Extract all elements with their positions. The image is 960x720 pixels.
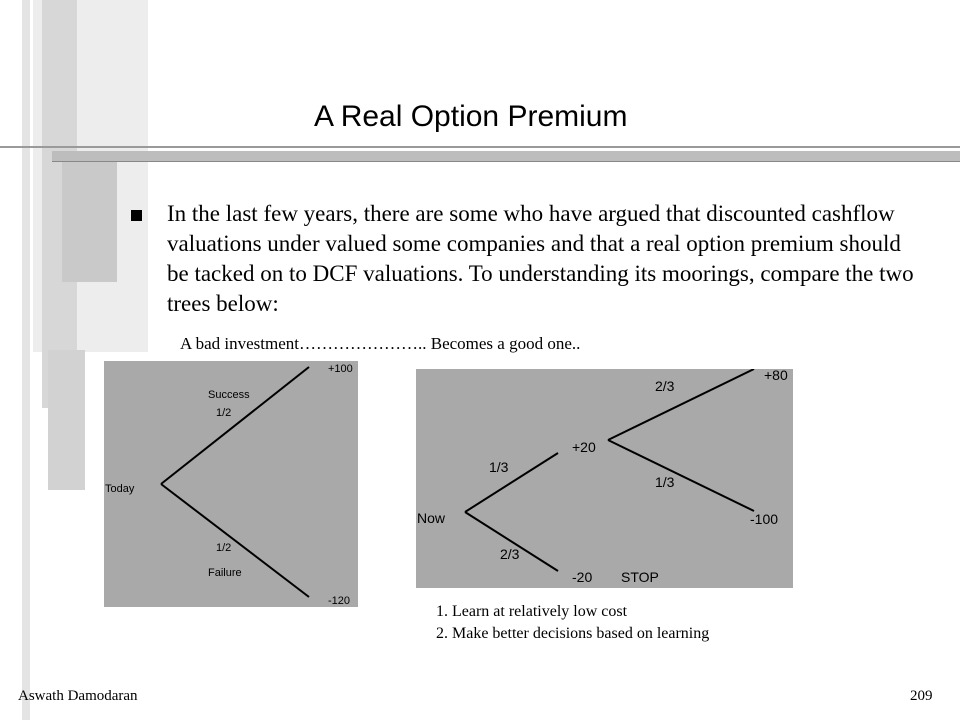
up-down-value: -100 (750, 511, 779, 527)
failure-value: -120 (328, 595, 351, 607)
failure-label: Failure (208, 567, 242, 579)
footer-author: Aswath Damodaran (18, 688, 138, 704)
down-value: -20 (572, 569, 593, 585)
decor-bar (22, 0, 30, 720)
title-rule (0, 146, 960, 148)
root-label: Today (105, 483, 135, 495)
learning-notes (436, 601, 709, 645)
bullet-text: In the last few years, there are some who have argued that discounted cashflow valuations under valued some companies and that a real option premium should be tacked on to DCF valuations. To understanding its moorings, compare the two trees below: (167, 201, 914, 316)
failure-prob: 1/2 (216, 542, 232, 554)
up-value: +20 (572, 439, 596, 455)
bullet-marker (131, 210, 142, 221)
decor-bar (48, 350, 85, 490)
up-prob: 1/3 (489, 459, 509, 475)
success-prob: 1/2 (216, 407, 232, 419)
note-item: 1. Learn at relatively low cost (436, 603, 628, 620)
up-up-value: +80 (764, 369, 788, 383)
slide-title: A Real Option Premium (314, 100, 628, 133)
title-rule-shadow (52, 151, 960, 162)
tree-caption: A bad investment………………….. Becomes a good one.. (180, 334, 581, 353)
root-label: Now (417, 510, 446, 526)
up-up-prob: 2/3 (655, 378, 675, 394)
page-number: 209 (910, 688, 933, 704)
tree-background (416, 369, 793, 588)
tree-bad-investment (104, 361, 358, 607)
decor-bar (62, 162, 117, 282)
success-value: +100 (328, 363, 353, 375)
tree-good-investment (416, 369, 793, 588)
note-item: 2. Make better decisions based on learning (436, 625, 710, 642)
success-label: Success (208, 389, 250, 401)
down-action: STOP (621, 569, 659, 585)
up-down-prob: 1/3 (655, 474, 675, 490)
down-prob: 2/3 (500, 546, 520, 562)
